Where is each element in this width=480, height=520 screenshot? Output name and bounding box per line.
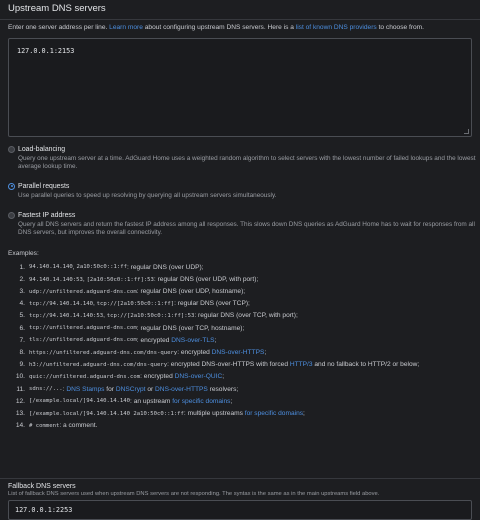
- upstream-description: [8, 24, 424, 33]
- example-text: : encrypted: [140, 373, 175, 381]
- example-code: h3://unfiltered.adguard-dns.com/dns-query: [29, 361, 168, 368]
- example-link[interactable]: DNS-over-HTTPS: [155, 385, 208, 393]
- example-text: : an upstream: [130, 397, 173, 405]
- example-number: 2.: [19, 275, 25, 283]
- example-text: : a comment.: [59, 422, 98, 430]
- example-number: 3.: [19, 288, 25, 296]
- radio-fastest-ip[interactable]: [8, 212, 15, 219]
- radio-parallel-requests[interactable]: [8, 183, 15, 190]
- example-text: : encrypted: [136, 336, 172, 344]
- mode-title: Parallel requests: [18, 183, 70, 190]
- example-number: 14.: [15, 422, 25, 430]
- example-code: sdns://...: [29, 386, 63, 393]
- example-text: or: [145, 385, 156, 393]
- section-title-text: Upstream DNS servers: [8, 3, 106, 14]
- example-text: resolvers;: [207, 385, 239, 393]
- example-number: 5.: [19, 312, 25, 320]
- example-number: 9.: [19, 361, 25, 369]
- example-item: [8, 408, 478, 420]
- example-code: tcp://[2a10:50c0::1:ff]:53: [106, 313, 195, 320]
- examples-label: Examples:: [8, 250, 39, 257]
- example-item: [8, 347, 478, 359]
- example-text: ;: [230, 397, 233, 405]
- fallback-description: List of fallback DNS servers used when upstream DNS servers are not responding. The syntax is the same as in the main upstreams field above.: [8, 491, 380, 497]
- example-link[interactable]: for specific domains: [244, 409, 304, 417]
- example-code: 94.140.14.140: [29, 264, 73, 271]
- example-code: 2a10:50c0::1:ff: [76, 264, 127, 271]
- example-item: [8, 311, 478, 323]
- example-item: [8, 420, 478, 432]
- example-text: and no fallback to HTTP/2 or below;: [312, 361, 420, 369]
- example-text: : regular DNS (over TCP, hostname);: [136, 324, 245, 332]
- intro-text-2: about configuring upstream DNS servers. Here is a: [142, 24, 296, 31]
- upstream-servers-textarea[interactable]: [8, 38, 472, 137]
- dns-providers-link[interactable]: list of known DNS providers: [295, 24, 377, 31]
- example-text: ,: [93, 300, 97, 308]
- mode-description: Query all DNS servers and return the fastest IP address among all responses. This slows down DNS queries as AdGuard Home has to wait for responses from all DNS servers, but improves the overall connectivity.: [18, 220, 475, 237]
- example-number: 12.: [15, 397, 25, 405]
- example-number: 13.: [15, 409, 25, 417]
- example-number: 10.: [15, 373, 25, 381]
- example-code: quic://unfiltered.adguard-dns.com: [29, 374, 141, 380]
- example-number: 11.: [16, 385, 25, 393]
- examples-list: [8, 262, 478, 433]
- example-link[interactable]: DNS-over-HTTPS: [211, 348, 265, 356]
- fallback-servers-textarea[interactable]: [8, 500, 472, 520]
- mode-fastest-ip[interactable]: [8, 211, 478, 238]
- example-number: 7.: [19, 336, 25, 344]
- example-code: [/example.local/]94.140.14.140 2a10:50c0::1:ff: [29, 410, 184, 417]
- example-code: udp://unfiltered.adguard-dns.com: [29, 288, 137, 295]
- example-item: [8, 323, 478, 335]
- example-text: ;: [303, 409, 305, 417]
- example-text: ,: [82, 275, 87, 283]
- example-text: : encrypted: [177, 348, 212, 356]
- example-link[interactable]: for specific domains: [172, 397, 231, 405]
- example-code: [/example.local/]94.140.14.140: [29, 398, 131, 405]
- example-code: https://unfiltered.adguard-dns.com/dns-query: [29, 349, 178, 356]
- example-text: ;: [264, 348, 267, 356]
- mode-title: Fastest IP address: [18, 212, 76, 219]
- example-link[interactable]: DNS-over-QUIC: [174, 373, 223, 381]
- example-item: [8, 274, 478, 286]
- fallback-title: Fallback DNS servers: [8, 483, 76, 490]
- example-text: ;: [214, 336, 217, 344]
- mode-description: Query one upstream server at a time. AdGuard Home uses a weighted random algorithm to select servers with the lowest number of failed lookups and the lowest average lookup time.: [18, 154, 476, 171]
- example-item: [8, 372, 478, 384]
- example-code: # comment: [29, 422, 60, 429]
- example-item: [8, 360, 478, 372]
- example-item: [8, 262, 478, 274]
- example-item: [8, 396, 478, 408]
- example-link[interactable]: HTTP/3: [289, 361, 313, 369]
- resize-handle-icon[interactable]: [464, 129, 469, 134]
- example-link[interactable]: DNS Stamps: [66, 385, 105, 393]
- example-text: for: [104, 385, 116, 393]
- example-text: ,: [103, 312, 107, 320]
- example-text: : regular DNS (over UDP);: [126, 263, 204, 271]
- example-code: 94.140.14.140:53: [29, 276, 83, 283]
- example-item: [8, 299, 478, 311]
- example-item: [8, 335, 478, 347]
- example-code: tcp://94.140.14.140:53: [29, 313, 104, 320]
- example-text: ,: [72, 263, 77, 271]
- mode-description: Use parallel queries to speed up resolving by querying all upstream servers simultaneously.: [18, 191, 277, 199]
- example-code: tls://unfiltered.adguard-dns.com: [29, 337, 137, 344]
- example-number: 1.: [19, 263, 25, 271]
- mode-parallel-requests[interactable]: [8, 182, 478, 200]
- example-code: [2a10:50c0::1:ff]:53: [86, 276, 154, 283]
- example-text: : regular DNS (over UDP, with port);: [153, 275, 259, 283]
- radio-load-balancing[interactable]: [8, 146, 15, 153]
- example-number: 8.: [19, 348, 25, 356]
- example-text: : encrypted DNS-over-HTTPS with forced: [167, 361, 290, 369]
- intro-text-3: to choose from.: [376, 24, 425, 31]
- example-number: 4.: [19, 300, 25, 308]
- example-item: [8, 286, 478, 298]
- example-text: ;: [222, 373, 225, 381]
- learn-more-link[interactable]: Learn more: [109, 24, 143, 31]
- example-link[interactable]: DNSCrypt: [115, 385, 146, 393]
- example-text: : multiple upstreams: [183, 409, 245, 417]
- section-title: [0, 0, 480, 20]
- example-link[interactable]: DNS-over-TLS: [171, 336, 215, 344]
- upstream-servers-value: 127.0.0.1:2153: [17, 47, 75, 55]
- intro-text-1: Enter one server address per line.: [8, 24, 110, 31]
- example-text: : regular DNS (over TCP);: [174, 300, 250, 308]
- example-code: tcp://unfiltered.adguard-dns.com: [29, 325, 137, 332]
- example-text: : regular DNS (over TCP, with port);: [194, 312, 298, 320]
- example-text: : regular DNS (over UDP, hostname);: [136, 288, 246, 296]
- mode-load-balancing[interactable]: [8, 145, 478, 172]
- fallback-servers-value: 127.0.0.1:2253: [15, 506, 73, 514]
- section-divider: [0, 478, 480, 479]
- example-number: 6.: [19, 324, 25, 332]
- mode-title: Load-balancing: [18, 146, 66, 153]
- example-code: tcp://[2a10:50c0::1:ff]: [96, 300, 175, 307]
- example-code: tcp://94.140.14.140: [29, 300, 93, 307]
- example-item: [8, 384, 478, 396]
- example-text: :: [62, 385, 67, 393]
